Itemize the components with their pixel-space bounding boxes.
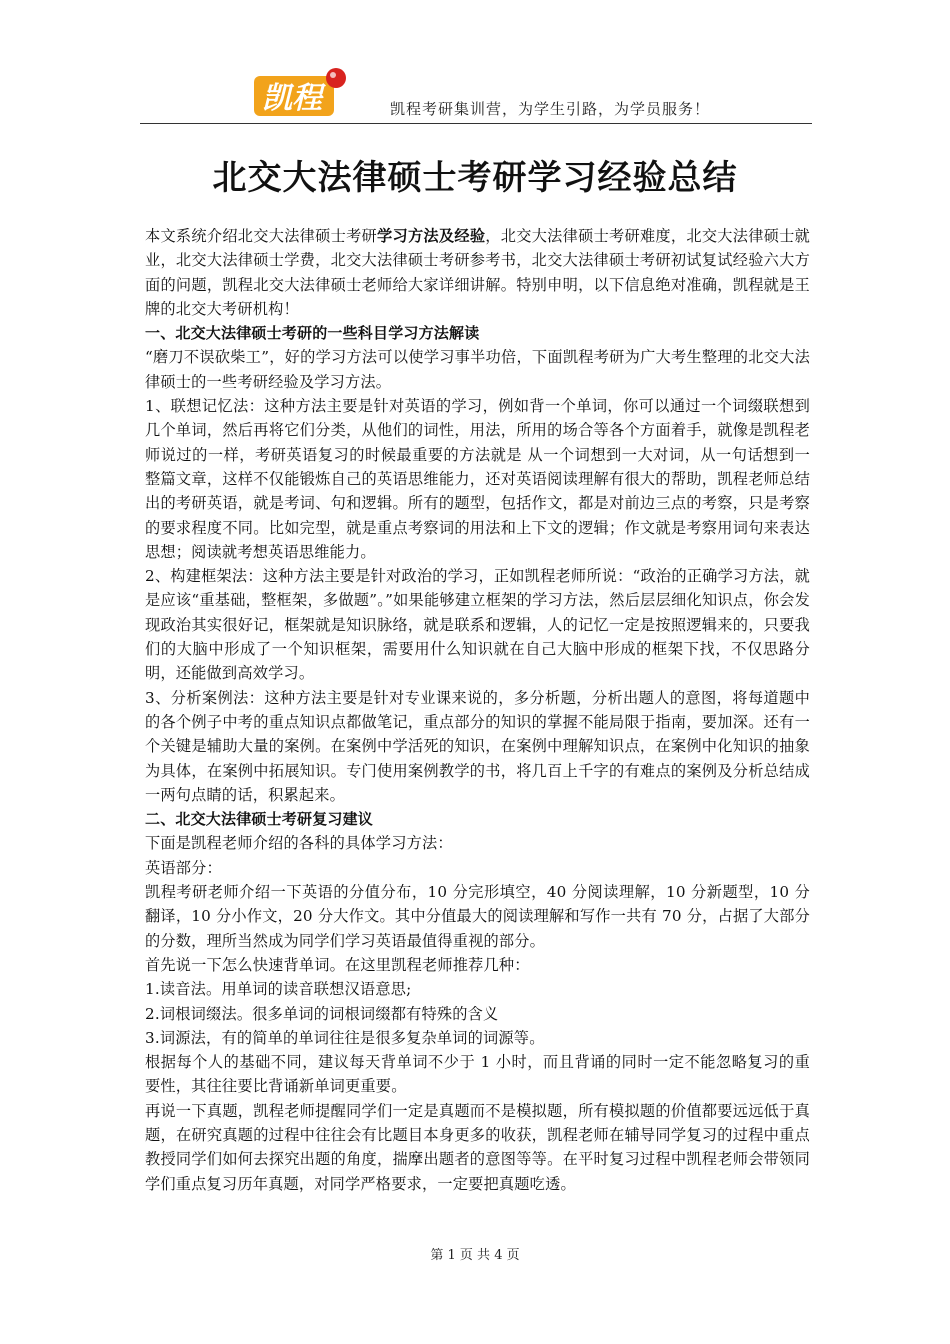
- section-heading: 一、北交大法律硕士考研的一些科目学习方法解读: [145, 324, 480, 343]
- body-paragraph: 凯程考研老师介绍一下英语的分值分布，10 分完形填空，40 分阅读理解，10 分新题型，10 分翻译，10 分小作文，20 分大作文。其中分值最大的阅读理解和写作一共有 70 分，占据了大部分的分数，理所当然成为同学们学习英语最值得重视的部分。: [145, 883, 810, 950]
- section-heading: 二、北交大法律硕士考研复习建议: [145, 810, 374, 829]
- kaicheng-logo: [252, 66, 348, 120]
- body-paragraph: 根据每个人的基础不同，建议每天背单词不少于 1 小时，而且背诵的同时一定不能忽略复习的重要性，其往往要比背诵新单词更重要。: [145, 1053, 810, 1096]
- body-paragraph: 首先说一下怎么快速背单词。在这里凯程老师推荐几种：: [145, 955, 530, 974]
- header-divider: [140, 123, 812, 124]
- document-title: 北交大法律硕士考研学习经验总结: [212, 158, 738, 198]
- body-paragraph: 1、联想记忆法：这种方法主要是针对英语的学习，例如背一个单词，你可以通过一个词缀联想到几个单词，然后再将它们分类，从他们的词性，用法，所用的场合等各个方面着手，就像是凯程老师说过的一样，考研英语复习的时候最重要的方法就是 从一个词想到一大对词，从一句话想到一整篇文章，这样不仅能锻炼自己的英语思维能力，还对英语阅读理解有很大的帮助，凯程老师总结出的考研英语，就是考词、句和逻辑。所有的题型，包括作文，都是对前边三点的考察，只是考察的要求程度不同。比如完型，就是重点考察词的用法和上下文的逻辑；作文就是考察用词句来表达思想；阅读就考想英语思维能力。: [145, 397, 810, 561]
- body-paragraph: 英语部分：: [145, 858, 222, 877]
- body-paragraph: 2.词根词缀法。很多单词的词根词缀都有特殊的含义: [145, 1004, 499, 1023]
- header-slogan: 凯程考研集训营，为学生引路，为学员服务！: [390, 100, 711, 118]
- page-footer: 第 1 页 共 4 页: [430, 1248, 520, 1263]
- body-paragraph: 2、构建框架法：这种方法主要是针对政治的学习，正如凯程老师所说：“政治的正确学习方法，就是应该“重基础，整框架，多做题”。”如果能够建立框架的学习方法，然后层层细化知识点，你会发现政治其实很好记，框架就是知识脉络，就是联系和逻辑，人的记忆一定是按照逻辑来的，只要我们的大脑中形成了一个知识框架，需要用什么知识就在自己大脑中形成的框架下找，不仅思路分明，还能做到高效学习。: [145, 567, 810, 683]
- logo-text: 凯程: [262, 81, 322, 116]
- body-paragraph: “磨刀不误砍柴工”，好的学习方法可以使学习事半功倍，下面凯程考研为广大考生整理的北交大法律硕士的一些考研经验及学习方法。: [145, 348, 810, 391]
- body-paragraph: 3、分析案例法：这种方法主要是针对专业课来说的，多分析题，分析出题人的意图，将每道题中的各个例子中考的重点知识点都做笔记，重点部分的知识的掌握不能局限于指南，要加深。还有一个关键是辅助大量的案例。在案例中学活死的知识，在案例中理解知识点，在案例中化知识的抽象为具体，在案例中拓展知识。专门使用案例教学的书，将几百上千字的有难点的案例及分析总结成一两句点睛的话，积累起来。: [145, 688, 810, 804]
- body-paragraph: 1.读音法。用单词的读音联想汉语意思;: [145, 980, 412, 999]
- page-header: [140, 62, 812, 124]
- body-paragraph: 再说一下真题，凯程老师提醒同学们一定是真题而不是模拟题，所有模拟题的价值都要远远低于真题，在研究真题的过程中往往会有比题目本身更多的收获，凯程老师在辅导同学复习的过程中重点教授同学们如何去探究出题的角度，揣摩出题者的意图等等。在平时复习过程中凯程老师会带领同学们重点复习历年真题，对同学严格要求，一定要把真题吃透。: [145, 1101, 810, 1193]
- body-paragraph: 下面是凯程老师介绍的各科的具体学习方法：: [145, 834, 453, 853]
- intro-bold: 学习方法及经验: [377, 227, 486, 245]
- intro-paragraph: [145, 224, 810, 321]
- body-paragraph: 3.词源法，有的简单的单词往往是很多复杂单词的词源等。: [145, 1028, 545, 1047]
- document-body: [145, 224, 810, 1196]
- intro-text-cont: ，北交大法律硕士考研难度，北交大法律硕士就业，北交大法律硕士学费，北交大法律硕士考研参考书，北交大法律硕士考研初试复试经验六大方面的问题，凯程北交大法律硕士老师给大家详细讲解。特别申明，以下信息绝对准确，凯程就是王牌的北交大考研机构！: [145, 227, 811, 318]
- intro-text: 本文系统介绍北交大法律硕士考研: [145, 227, 378, 245]
